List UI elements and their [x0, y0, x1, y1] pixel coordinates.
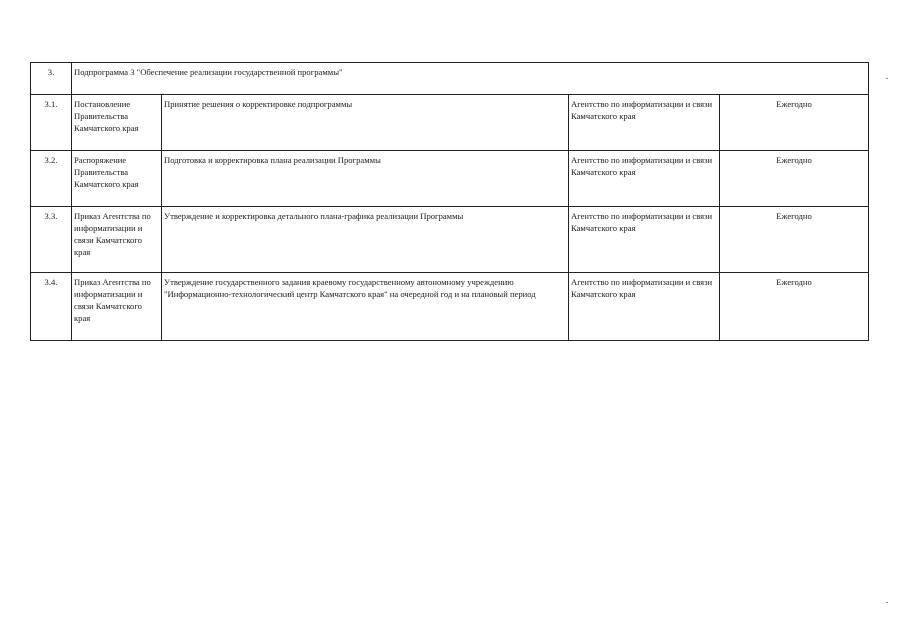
- row-number: 3.4.: [31, 273, 72, 341]
- row-term: Ежегодно: [720, 207, 869, 273]
- row-term: Ежегодно: [720, 151, 869, 207]
- section-title: Подпрограмма 3 "Обеспечение реализации государственной программы": [72, 63, 869, 95]
- row-content: Утверждение государственного задания краевому государственному автономному учреждению "Информационно-технологический центр Камчатского края" на очередной год и на плановый период: [162, 273, 569, 341]
- row-number: 3.3.: [31, 207, 72, 273]
- row-document: Постановление Правительства Камчатского края: [72, 95, 162, 151]
- row-number: 3.1.: [31, 95, 72, 151]
- row-executor: Агентство по информатизации и связи Камчатского края: [569, 273, 720, 341]
- row-document: Приказ Агентства по информатизации и связи Камчатского края: [72, 207, 162, 273]
- row-document: Приказ Агентства по информатизации и связи Камчатского края: [72, 273, 162, 341]
- row-executor: Агентство по информатизации и связи Камчатского края: [569, 151, 720, 207]
- row-term: Ежегодно: [720, 273, 869, 341]
- row-number: 3.2.: [31, 151, 72, 207]
- table-row: [31, 151, 869, 207]
- table-row: [31, 273, 869, 341]
- row-executor: Агентство по информатизации и связи Камчатского края: [569, 207, 720, 273]
- program-table: [30, 62, 869, 341]
- row-content: Подготовка и корректировка плана реализации Программы: [162, 151, 569, 207]
- row-document: Распоряжение Правительства Камчатского края: [72, 151, 162, 207]
- row-content: Утверждение и корректировка детального плана-графика реализации Программы: [162, 207, 569, 273]
- table-row: [31, 95, 869, 151]
- section-number: 3.: [31, 63, 72, 95]
- scan-speck: [886, 78, 888, 79]
- table-row: [31, 207, 869, 273]
- section-header-row: [31, 63, 869, 95]
- row-content: Принятие решения о корректировке подпрограммы: [162, 95, 569, 151]
- scan-speck: [886, 602, 888, 603]
- row-executor: Агентство по информатизации и связи Камчатского края: [569, 95, 720, 151]
- row-term: Ежегодно: [720, 95, 869, 151]
